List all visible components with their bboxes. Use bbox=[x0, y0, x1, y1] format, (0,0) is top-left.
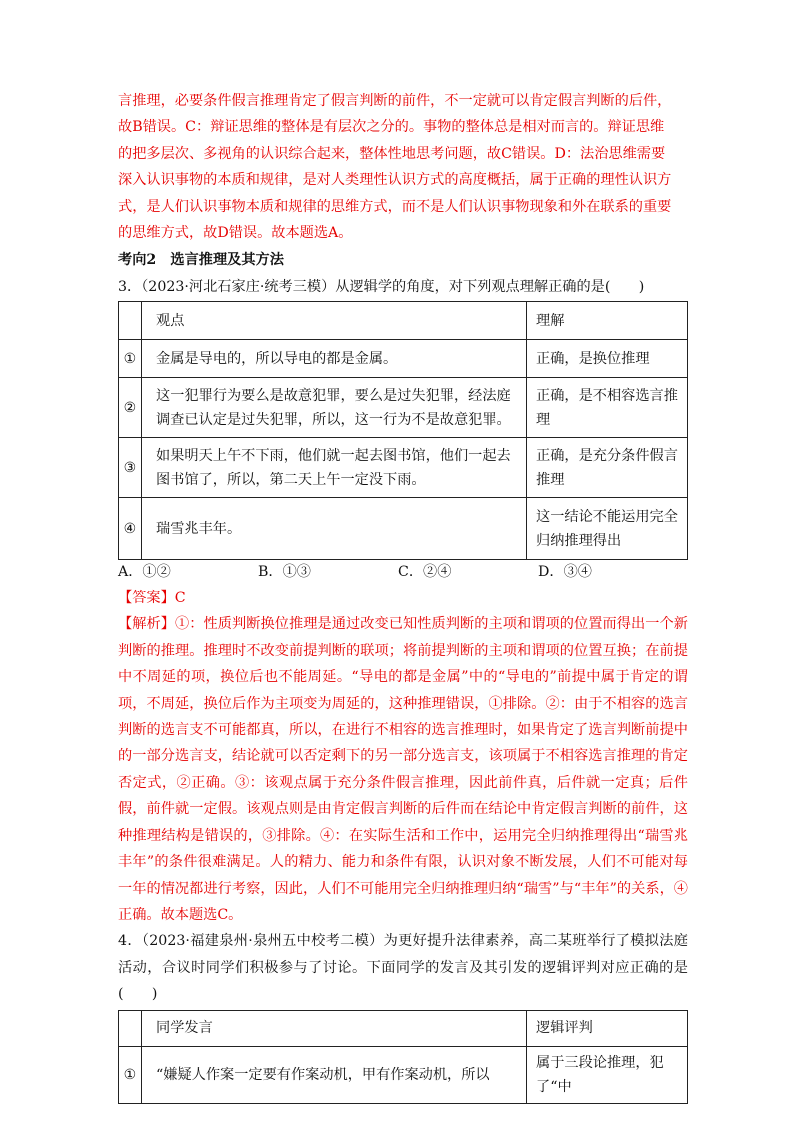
explanation-line: 的把多层次、多视角的认识综合起来，整体性地思考问题，故C错误。D：法治思维需要 bbox=[118, 145, 666, 162]
explanation-line: 言推理，必要条件假言推理肯定了假言判断的前件，不一定就可以肯定假言判断的后件， bbox=[118, 93, 672, 109]
row-opinion: 瑞雪兆丰年。 bbox=[142, 498, 527, 560]
row-speech: “嫌疑人作案一定要有作案动机，甲有作案动机，所以 bbox=[142, 1046, 527, 1103]
question-4-stem: 4．（2023·福建泉州·泉州五中校考二模）为更好提升法律素养，高二某班举行了模拟法庭活动，合议时同学们积极参与了讨论。下面同学的发言及其引发的逻辑评判对应正确的是( ) bbox=[118, 933, 688, 1003]
row-judgement: 正确，是充分条件假言推理 bbox=[527, 438, 688, 498]
row-judgement: 正确，是换位推理 bbox=[527, 340, 688, 378]
top-explanation bbox=[118, 88, 688, 246]
row-number: ④ bbox=[119, 498, 142, 560]
row-number: ③ bbox=[119, 438, 142, 498]
judgement-header: 理解 bbox=[527, 302, 688, 340]
choice-a[interactable]: A．①② bbox=[118, 564, 171, 581]
page-content bbox=[118, 88, 688, 1104]
answer-value: C bbox=[174, 590, 186, 607]
analysis-block bbox=[118, 611, 688, 928]
explanation-line: 故B错误。C：辩证思维的整体是有层次之分的。事物的整体总是相对而言的。辩证思维 bbox=[118, 119, 665, 136]
table-row bbox=[119, 340, 688, 378]
question-3-table bbox=[118, 301, 688, 560]
num-header-cell bbox=[119, 1010, 142, 1046]
question-3-choices bbox=[118, 560, 688, 585]
explanation-line: 深入认识事物的本质和规律，是对人类理性认识方式的高度概括，属于正确的理性认识方 bbox=[118, 172, 672, 189]
analysis-label: 【解析】 bbox=[118, 616, 176, 633]
table-row bbox=[119, 378, 688, 438]
row-opinion: 金属是导电的，所以导电的都是金属。 bbox=[142, 340, 527, 378]
question-4-table bbox=[118, 1010, 688, 1104]
table-row bbox=[119, 438, 688, 498]
opinion-header: 观点 bbox=[142, 302, 527, 340]
row-number: ② bbox=[119, 378, 142, 438]
answer-line bbox=[118, 585, 688, 611]
num-header-cell bbox=[119, 302, 142, 340]
table-row bbox=[119, 498, 688, 560]
analysis-text: ①：性质判断换位推理是通过改变已知性质判断的主项和谓项的位置而得出一个新判断的推理。推理时不改变前提判断的联项；将前提判断的主项和谓项的位置互换；在前提中不周延的项，换位后也不能周延。“导电的都是金属”中的“导电的”前提中属于肯定的谓项，不周延，换位后作为主项变为周延的，这种推理错误，①排除。②：由于不相容的选言判断的选言支不可能都真，所以，在进行不相容的选言推理时，如果肯定了选言判断前提中的一部分选言支，结论就可以否定剩下的另一部分选言支，该项属于不相容选言推理的肯定否定式，②正确。③：该观点属于充分条件假言推理，因此前件真，后件就一定真；后件假，前件就一定假。该观点则是由肯定假言判断的后件而在结论中肯定假言判断的前件，这种推理结构是错误的，③排除。④：在实际生活和工作中，运用完全归纳推理得出“瑞雪兆丰年”的条件很难满足。人的精力、能力和条件有限，认识对象不断发展，人们不可能对每一年的情况都进行考察，因此，人们不可能用完全归纳推理归纳“瑞雪”与“丰年”的关系，④正确。故本题选C。 bbox=[118, 616, 688, 923]
row-number: ① bbox=[119, 340, 142, 378]
judgement-header: 逻辑评判 bbox=[527, 1010, 688, 1046]
row-opinion: 这一犯罪行为要么是故意犯罪，要么是过失犯罪，经法庭调查已认定是过失犯罪，所以，这一行为不是故意犯罪。 bbox=[142, 378, 527, 438]
row-judgement: 正确，是不相容选言推理 bbox=[527, 378, 688, 438]
row-opinion: 如果明天上午不下雨，他们就一起去图书馆，他们一起去图书馆了，所以，第二天上午一定没下雨。 bbox=[142, 438, 527, 498]
choice-d[interactable]: D．③④ bbox=[538, 564, 592, 581]
choice-b[interactable]: B．①③ bbox=[258, 564, 311, 581]
choice-c[interactable]: C．②④ bbox=[398, 564, 452, 581]
section-title: 考向2 选言推理及其方法 bbox=[118, 252, 284, 269]
row-number: ① bbox=[119, 1046, 142, 1103]
speech-header: 同学发言 bbox=[142, 1010, 527, 1046]
row-judgement: 这一结论不能运用完全归纳推理得出 bbox=[527, 498, 688, 560]
answer-label: 【答案】 bbox=[118, 590, 175, 607]
explanation-line: 的思维方式，故D错误。故本题选A。 bbox=[118, 225, 353, 242]
row-judgement: 属于三段论推理，犯了“中 bbox=[527, 1046, 688, 1103]
explanation-line: 式，是人们认识事物本质和规律的思维方式，而不是人们认识事物现象和外在联系的重要 bbox=[118, 198, 672, 215]
question-3-stem: 3．（2023·河北石家庄·统考三模）从逻辑学的角度，对下列观点理解正确的是( ) bbox=[118, 279, 645, 296]
table-header-row bbox=[119, 302, 688, 340]
table-header-row bbox=[119, 1010, 688, 1046]
table-row bbox=[119, 1046, 688, 1103]
